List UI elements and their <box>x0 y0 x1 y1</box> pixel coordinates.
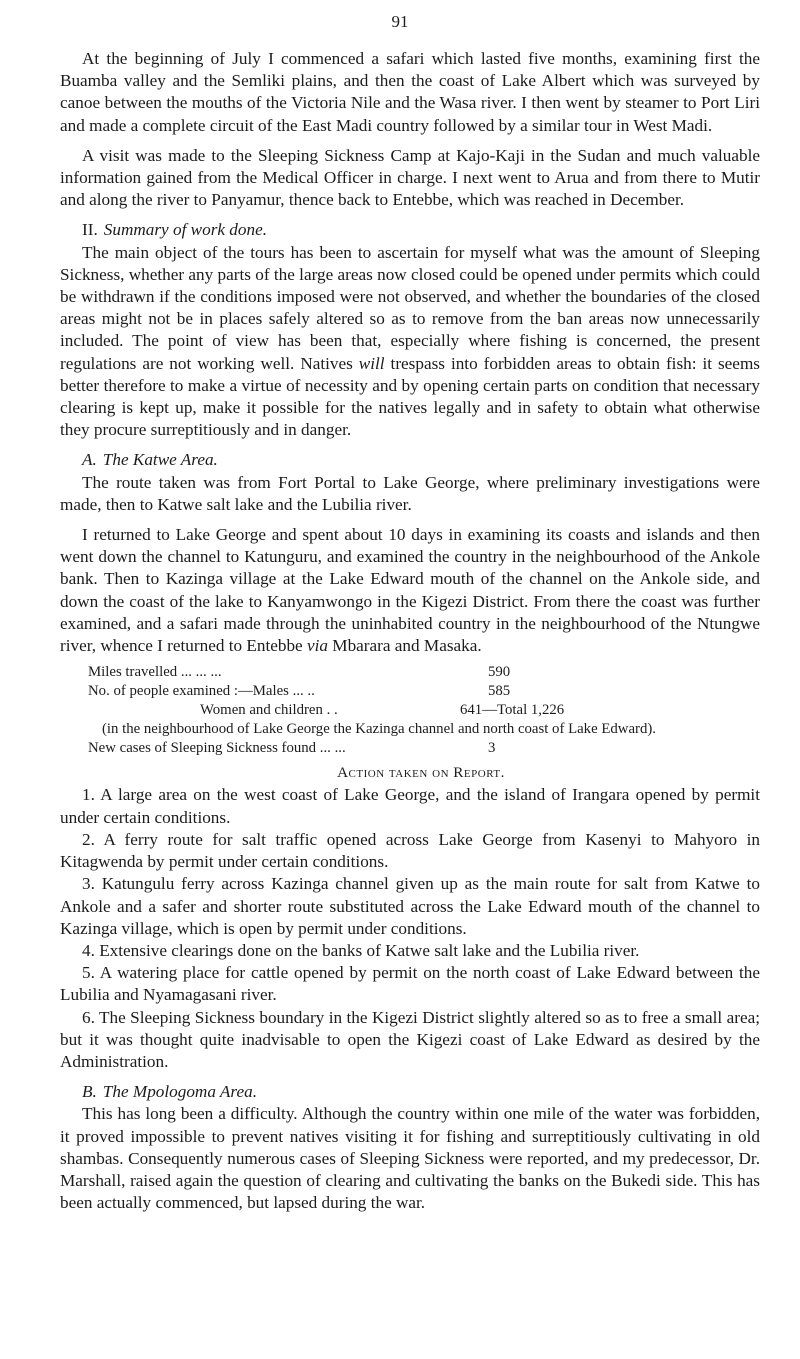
section-b-label: B. <box>82 1082 97 1102</box>
section-ii-text-b: trespass into forbidden areas to obtain fish: it seems better therefore to make a virtue of necessity and by opening certain parts on condition that necessary clearing is kept up, make it possible for the natives legally and in safety to obtain what otherwise they procure surreptitiously and in danger. <box>60 353 760 440</box>
section-a-label: A. <box>82 450 97 470</box>
stats-row-women <box>60 701 760 720</box>
action-heading <box>60 762 760 784</box>
intro-paragraph-2: A visit was made to the Sleeping Sickness Camp at Kajo-Kaji in the Sudan and much valuable information gained from the Medical Officer in charge. I next went to Arua and from there to Mutir and along the river to Panyamur, thence back to Entebbe, which was reached in December. <box>60 145 760 210</box>
action-item-5: 5. A watering place for cattle opened by permit on the north coast of Lake Edward between the Lubilia and Nyamagasani river. <box>60 963 760 1005</box>
body-text <box>60 48 760 1214</box>
stats-cases-label: New cases of Sleeping Sickness found ... ... <box>88 740 346 757</box>
stats-row-males <box>60 682 760 701</box>
action-item-4: 4. Extensive clearings done on the banks of Katwe salt lake and the Lubilia river. <box>82 940 640 960</box>
stats-women-label: Women and children . . <box>200 702 338 719</box>
stats-women-value: 641—Total 1,226 <box>460 702 565 719</box>
stats-miles-value: 590 <box>488 664 511 681</box>
stats-row-miles <box>60 663 760 682</box>
intro-paragraph-1: At the beginning of July I commenced a safari which lasted five months, examining first the Buamba valley and the Semliki plains, and then the coast of Lake Albert which was surveyed by canoe between the mouths of the Victoria Nile and the Wasa river. I then went by steamer to Port Liri and made a complete circuit of the East Madi country followed by a similar tour in West Madi. <box>60 49 760 135</box>
section-a-title: The Katwe Area. <box>102 450 218 470</box>
stats-males-value: 585 <box>488 683 511 700</box>
section-b-title: The Mpologoma Area. <box>102 1082 257 1102</box>
section-b-heading <box>60 1081 760 1103</box>
stats-people-label: No. of people examined :—Males ... .. <box>88 683 315 700</box>
section-ii-paragraph <box>60 242 760 442</box>
action-item-6: 6. The Sleeping Sickness boundary in the Kigezi District slightly altered so as to free a small area; but it was thought quite inadvisable to open the Kigezi coast of Lake Edward as desired by the Administration. <box>60 1007 760 1071</box>
section-ii-title: Summary of work done. <box>103 220 268 240</box>
stats-note: (in the neighbourhood of Lake George the Kazinga channel and north coast of Lake Edward). <box>102 721 656 738</box>
section-a-p2-text-a: I returned to Lake George and spent about 10 days in examining its coasts and islands and then went down the channel to Katunguru, and examined the country in the neighbourhood of the Ankole bank. Then to Kazinga village at the Lake Edward mouth of the channel on the Ankole side, and down the coast of the lake to Kanyamwongo in the Kigezi District. From there the coast was further examined, and a safari made through the uninhabited country in the neighbourhood of the Ntungwe river, whence I returned to Entebbe <box>60 525 760 656</box>
section-ii-label: II. <box>82 220 98 240</box>
section-a-paragraph-2 <box>60 524 760 657</box>
action-item-2: 2. A ferry route for salt traffic opened across Lake George from Kasenyi to Mahyoro in Kitagwenda by permit under certain conditions. <box>60 829 760 872</box>
section-a-paragraph-1: The route taken was from Fort Portal to Lake George, where preliminary investigations were made, then to Katwe salt lake and the Lubilia river. <box>60 472 760 514</box>
section-ii-heading <box>60 219 760 241</box>
stats-row-cases <box>60 739 760 758</box>
page-number: 91 <box>391 12 409 31</box>
action-item-3: 3. Katungulu ferry across Kazinga channel given up as the main route for salt from Katwe to Ankole and a safer and shorter route substituted across the Lake Edward mouth of the channel to Kazinga village, which is open by permit under conditions. <box>60 874 760 938</box>
section-a-heading <box>60 449 760 471</box>
statistics-block <box>60 663 760 758</box>
section-b-paragraph: This has long been a difficulty. Although the country within one mile of the water was forbidden, it proved impossible to prevent natives visiting it for fishing and surreptitiously cultivating in old shambas. Consequently numerous cases of Sleeping Sickness were reported, and my predecessor, Dr. Marshall, raised again the question of clearing and cultivating the banks on the Bukedi side. This has been actually commenced, but lapsed during the war. <box>60 1104 760 1213</box>
action-heading-text: Action taken on Report. <box>337 764 505 782</box>
section-ii-emphasis: will <box>358 353 385 373</box>
section-a-p2-text-b: Mbarara and Masaka. <box>328 636 482 656</box>
stats-miles-label: Miles travelled ... ... ... <box>88 664 222 681</box>
action-item-1: 1. A large area on the west coast of Lake George, and the island of Irangara opened by permit under certain conditions. <box>60 785 760 827</box>
section-a-p2-emphasis: via <box>307 636 328 656</box>
section-ii-text-a: The main object of the tours has been to ascertain for myself what was the amount of Sleeping Sickness, whether any parts of the large areas now closed could be opened under permits which could be withdrawn if the conditions imposed were not observed, and whether the boundaries of the closed areas might not be in places safely altered so as to remove from the ban areas now unnecessarily included. The point of view has been that, especially where fishing is concerned, the present regulations are not working well. Natives <box>60 242 760 373</box>
stats-cases-value: 3 <box>488 740 496 757</box>
